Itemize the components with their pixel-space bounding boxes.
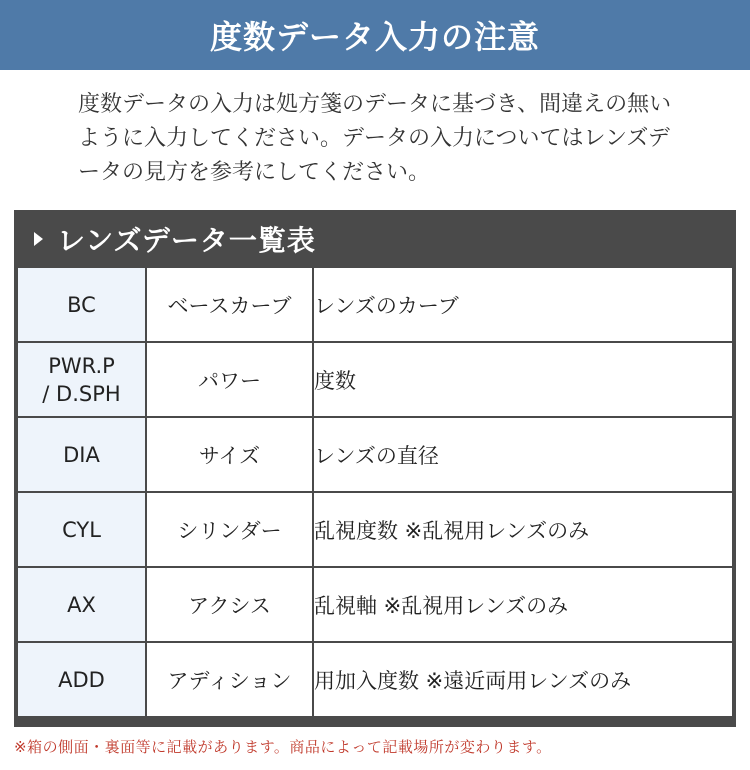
row-name: サイズ xyxy=(146,417,313,492)
footnote: ※箱の側面・裏面等に記載があります。商品によって記載場所が変わります。 xyxy=(14,738,552,756)
table-row xyxy=(17,342,733,417)
table-row xyxy=(17,567,733,642)
row-code: BC xyxy=(17,267,146,342)
row-code: DIA xyxy=(17,417,146,492)
table-header xyxy=(16,212,734,266)
row-name: ベースカーブ xyxy=(146,267,313,342)
table-row xyxy=(17,417,733,492)
lens-data-table xyxy=(14,210,736,727)
row-code: ADD xyxy=(17,642,146,717)
row-description: 用加入度数 ※遠近両用レンズのみ xyxy=(313,642,733,717)
page-title: 度数データ入力の注意 xyxy=(209,18,540,56)
row-name: シリンダー xyxy=(146,492,313,567)
row-description: 度数 xyxy=(313,342,733,417)
title-banner xyxy=(0,0,750,70)
triangle-right-icon xyxy=(34,232,43,246)
table-row xyxy=(17,492,733,567)
table-row xyxy=(17,642,733,717)
row-name: アディション xyxy=(146,642,313,717)
row-name: パワー xyxy=(146,342,313,417)
row-code: AX xyxy=(17,567,146,642)
table-row xyxy=(17,267,733,342)
row-code: PWR.P / D.SPH xyxy=(17,342,146,417)
row-description: レンズのカーブ xyxy=(313,267,733,342)
row-description: レンズの直径 xyxy=(313,417,733,492)
lens-table xyxy=(16,266,734,718)
table-title: レンズデータ一覧表 xyxy=(57,224,316,257)
intro-paragraph: 度数データの入力は処方箋のデータに基づき、間違えの無いように入力してください。データの入力については​レンズデータの見方を参考にしてください。 xyxy=(78,92,672,185)
row-name: アクシス xyxy=(146,567,313,642)
row-description: 乱視軸 ※乱視用レンズのみ xyxy=(313,567,733,642)
row-code: CYL xyxy=(17,492,146,567)
row-description: 乱視度数 ※乱視用レンズのみ xyxy=(313,492,733,567)
